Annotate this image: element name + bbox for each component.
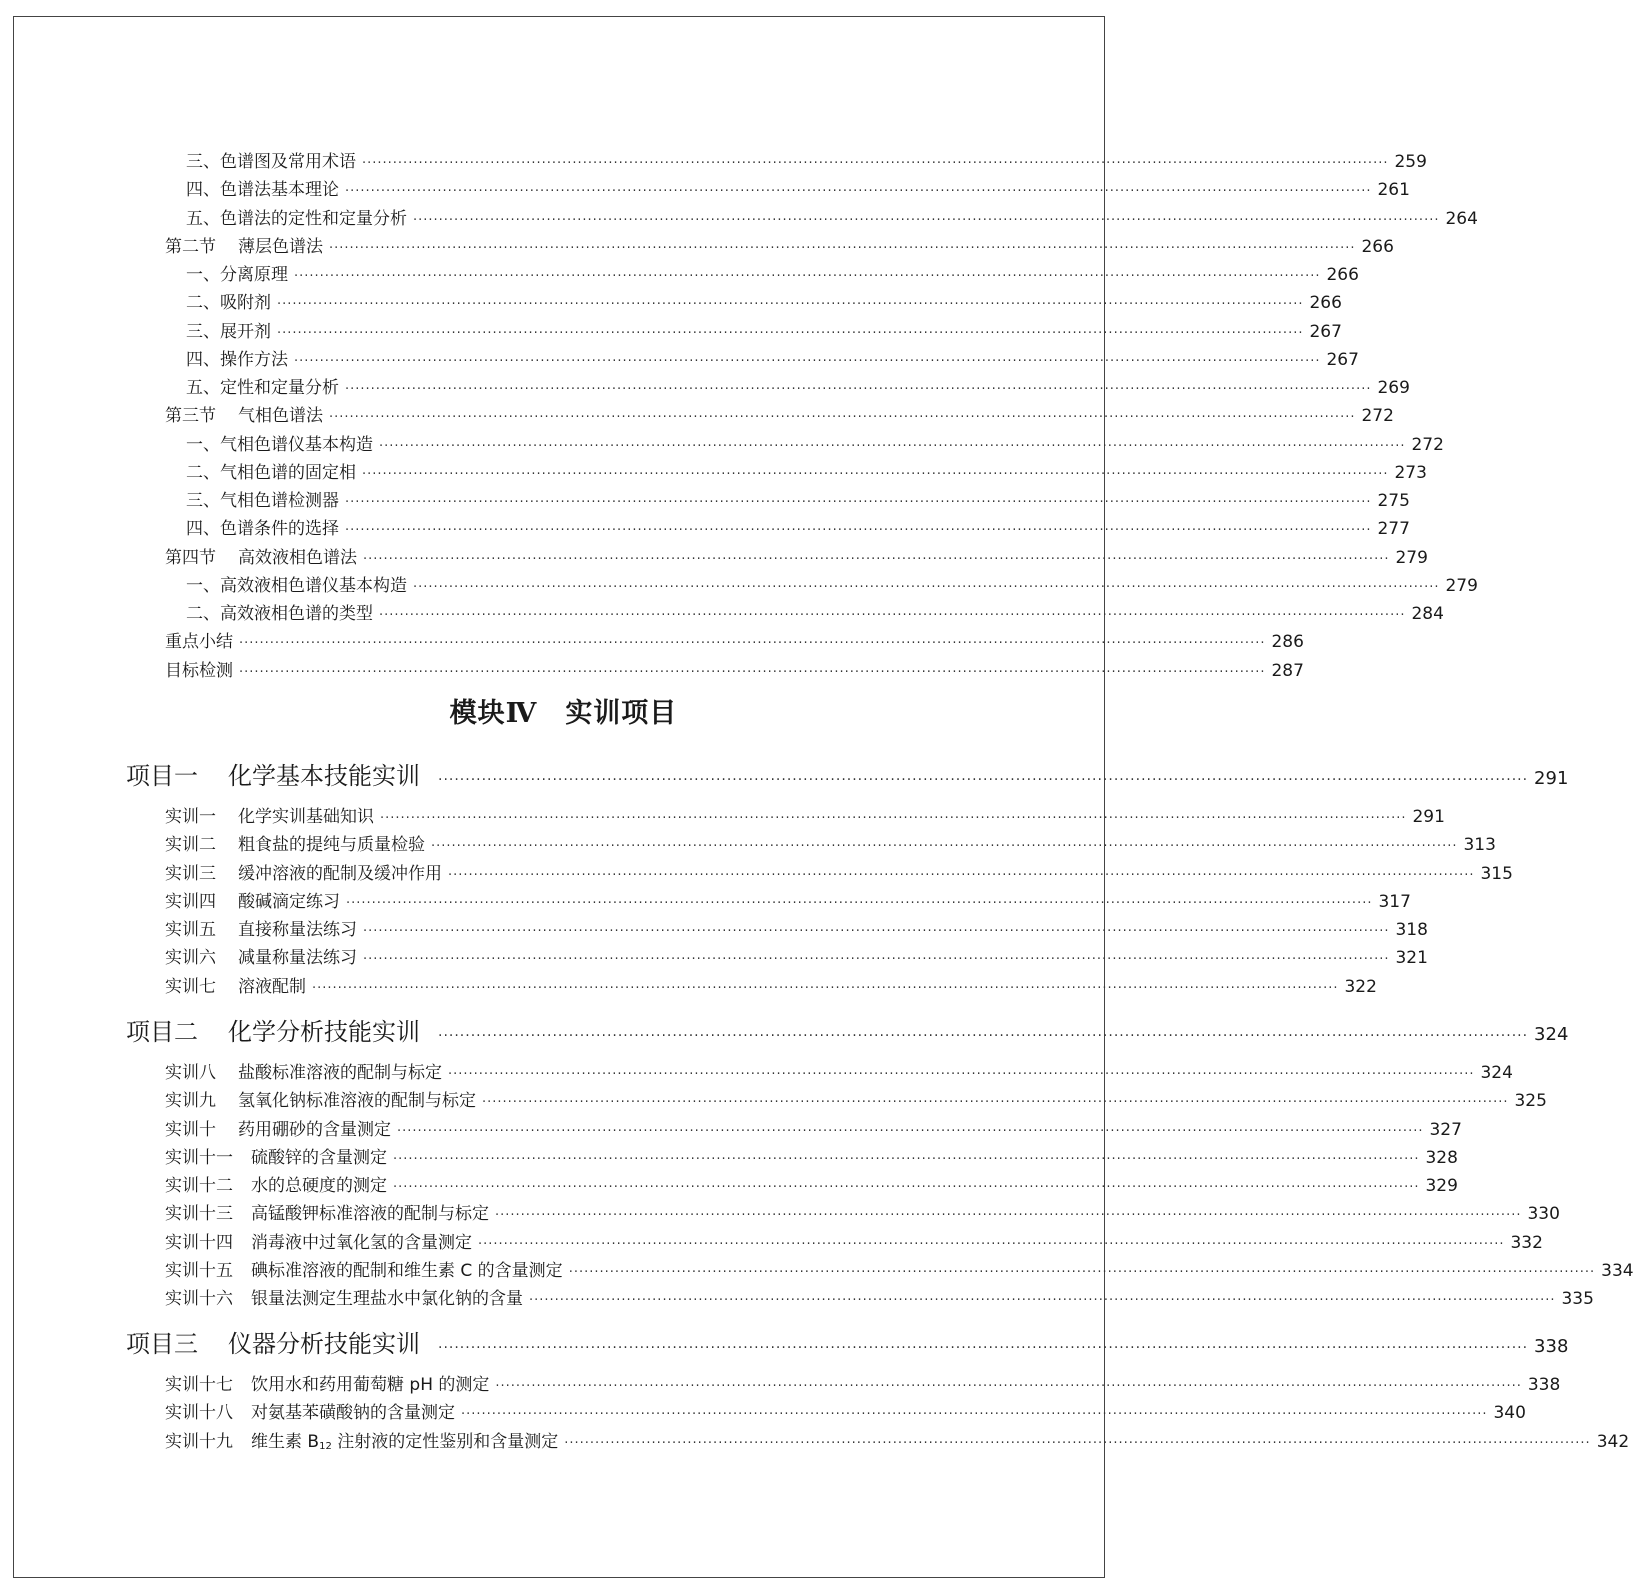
dot-leader: ········································································································································································································ [397,1123,1424,1139]
dot-leader: ········································································································································································································ [345,382,1372,397]
toc-entry-page: 275 [1377,491,1410,511]
toc-entry[interactable] [186,176,1410,204]
dot-leader: ········································································································································································································ [461,1407,1488,1423]
toc-entry[interactable] [165,1371,1561,1399]
toc-entry-prefix: 实训十 [165,1119,216,1140]
toc-entry-label [165,888,340,916]
toc-entry-prefix: 实训九 [165,1091,216,1112]
toc-entry-prefix: 三、 [186,491,220,511]
toc-entry-title: 色谱法的定性和定量分析 [220,208,407,229]
toc-entry-page: 259 [1394,152,1427,172]
toc-entry[interactable] [165,402,1394,430]
dot-leader: ········································································································································································································ [345,184,1372,200]
toc-entry-label [186,261,288,289]
dot-leader: ········································································································································································································ [345,495,1372,510]
toc-entry-label [186,487,339,515]
dot-leader: ········································································································································································································ [438,1340,1529,1356]
toc-entry[interactable] [186,205,1478,233]
toc-entry-prefix: 实训十四 [165,1232,233,1253]
toc-entry[interactable] [186,487,1410,515]
toc-entry-page: 279 [1395,547,1428,568]
toc-entry-page: 322 [1344,976,1377,997]
toc-entry-page: 324 [1480,1063,1513,1083]
toc-entry-label [165,657,233,685]
toc-entry-label [186,459,356,487]
toc-entry-title: 溶液配制 [238,976,306,997]
toc-entry-prefix: 实训十二 [165,1176,233,1196]
dot-leader: ········································································································································································································ [495,1379,1522,1394]
module-title [0,691,1127,730]
toc-entry-page: 332 [1510,1232,1543,1253]
toc-entry-title: 粗食盐的提纯与质量检验 [238,835,425,856]
dot-leader: ········································································································································································································ [568,1264,1596,1280]
toc-entry-label [165,544,357,572]
toc-entry-prefix: 一、 [186,265,220,285]
toc-entry-label [165,1399,455,1427]
toc-entry[interactable] [165,1144,1458,1172]
toc-entry-prefix: 一、 [186,434,220,455]
toc-entry-page: 321 [1395,948,1428,969]
toc-entry-page: 317 [1378,891,1411,912]
toc-entry[interactable] [165,1200,1560,1228]
toc-entry-title: 吸附剂 [220,293,271,314]
toc-entry-prefix: 实训三 [165,863,216,884]
dot-leader: ········································································································································································································ [362,156,1389,171]
toc-entry-label [165,1144,387,1172]
toc-entry-label [186,600,373,628]
toc-entry-prefix: 五、 [186,208,220,229]
dot-leader: ········································································································································································································ [277,297,1304,313]
toc-project-entry[interactable] [126,1014,1569,1050]
toc-entry-title: 薄层色谱法 [238,236,323,257]
toc-entry-title: 水的总硬度的测定 [251,1176,387,1196]
toc-entry-page: 266 [1326,265,1359,285]
toc-entry-title: 仪器分析技能实训 [228,1330,420,1358]
toc-entry[interactable] [165,544,1428,572]
toc-entry-page: 291 [1412,807,1445,827]
dot-leader: ········································································································································································································ [393,1180,1420,1195]
toc-entry-page: 287 [1271,660,1304,681]
toc-entry[interactable] [165,860,1513,888]
toc-entry-page: 273 [1394,462,1427,483]
toc-entry-label [165,1059,442,1087]
toc-entry-prefix: 项目二 [126,1018,198,1046]
toc-entry[interactable] [186,515,1410,543]
toc-entry-page: 286 [1271,632,1304,653]
toc-entry-title: 碘标准溶液的配制和维生素 C 的含量测定 [251,1260,563,1281]
toc-entry-prefix: 第三节 [165,406,216,427]
toc-entry-label [165,860,442,888]
toc-entry[interactable] [165,1059,1513,1087]
toc-entry[interactable] [186,600,1444,628]
toc-entry-title: 高效液相色谱的类型 [220,604,373,624]
toc-entry-page: 266 [1361,236,1394,257]
toc-entry[interactable] [165,1257,1634,1285]
toc-entry-prefix: 实训四 [165,891,216,912]
toc-entry-prefix: 实训十三 [165,1204,233,1225]
dot-leader: ········································································································································································································ [478,1236,1505,1252]
toc-entry[interactable] [165,1116,1462,1144]
toc-entry-prefix: 五、 [186,378,220,398]
toc-entry-prefix: 三、 [186,321,220,342]
toc-entry-page: 266 [1309,293,1342,314]
dot-leader: ········································································································································································································ [438,772,1529,788]
toc-entry-label [126,1326,420,1362]
toc-entry-prefix: 实训十七 [165,1375,233,1395]
toc-entry-title: 减量称量法练习 [238,948,357,969]
toc-entry-title: 气相色谱检测器 [220,491,339,511]
toc-entry[interactable] [165,1172,1458,1200]
dot-leader: ········································································································································································································ [438,1028,1529,1044]
toc-entry[interactable] [165,1285,1594,1313]
toc-entry-page: 327 [1429,1119,1462,1140]
dot-leader: ········································································································································································································ [529,1293,1556,1308]
dot-leader: ········································································································································································································ [345,523,1372,539]
toc-entry-subscript: 12 [319,1440,332,1452]
toc-entry-label [165,916,357,944]
toc-entry[interactable] [165,657,1304,685]
dot-leader: ········································································································································································································ [362,466,1389,482]
toc-entry-label [186,289,271,317]
toc-entry-prefix: 第四节 [165,547,216,568]
toc-entry-prefix: 二、 [186,604,220,624]
toc-entry-label [165,1087,476,1115]
toc-entry-title: 分离原理 [220,265,288,285]
toc-entry[interactable] [165,973,1377,1001]
dot-leader: ········································································································································································································ [239,636,1266,652]
toc-entry-page: 264 [1445,208,1478,229]
toc-entry-page: 340 [1493,1403,1526,1424]
toc-entry-page: 329 [1425,1176,1458,1196]
toc-entry-title: 色谱法基本理论 [220,180,339,201]
toc-entry-label [165,402,323,430]
toc-project-entry[interactable] [126,1326,1569,1362]
toc-entry-label [165,628,233,656]
toc-entry-prefix: 实训六 [165,948,216,969]
toc-entry-title: 操作方法 [220,349,288,370]
toc-entry-page: 315 [1480,863,1513,884]
toc-entry-page: 334 [1601,1260,1634,1281]
dot-leader: ········································································································································································································ [482,1095,1509,1111]
dot-leader: ········································································································································································································ [363,924,1390,939]
toc-entry-prefix: 四、 [186,180,220,201]
toc-entry-page: 342 [1596,1431,1630,1452]
toc-entry-label [186,148,356,176]
toc-entry-label [165,1371,489,1399]
toc-entry-prefix: 实训十六 [165,1289,233,1309]
toc-entry-page: 272 [1411,434,1444,455]
toc-entry[interactable] [165,1229,1543,1257]
toc-entry-page: 325 [1514,1091,1547,1112]
toc-entry-title: 气相色谱的固定相 [220,462,356,483]
toc-entry-label [186,318,271,346]
toc-entry-prefix: 一、 [186,575,220,596]
toc-entry-title: 维生素 B [251,1431,320,1452]
toc-entry-title: 化学基本技能实训 [228,762,420,790]
dot-leader: ········································································································································································································ [329,240,1356,256]
toc-entry-prefix: 实训十一 [165,1147,233,1168]
toc-entry-page: 338 [1527,1375,1561,1395]
toc-entry[interactable] [165,831,1496,859]
toc-entry-label [165,831,425,859]
toc-entry-page: 261 [1377,180,1410,201]
toc-entry-prefix: 项目一 [126,762,198,790]
toc-entry[interactable] [165,916,1428,944]
toc-entry[interactable] [165,233,1394,261]
toc-entry-label [186,346,288,374]
toc-entry-label [165,973,306,1001]
dot-leader: ········································································································································································································ [312,980,1339,996]
dot-leader: ········································································································································································································ [294,353,1321,369]
dot-leader: ········································································································································································································ [379,438,1406,454]
dot-leader: ········································································································································································································ [393,1151,1420,1167]
toc-entry-title: 氢氧化钠标准溶液的配制与标定 [238,1091,476,1112]
dot-leader: ········································································································································································································ [431,839,1458,855]
toc-entry-title: 色谱条件的选择 [220,519,339,540]
toc-entry-label [186,176,339,204]
toc-entry-label [165,1229,472,1257]
toc-entry-title: 目标检测 [165,660,233,681]
toc-entry-title: 酸碱滴定练习 [238,891,340,912]
dot-leader: ········································································································································································································ [329,410,1356,426]
dot-leader: ········································································································································································································ [346,895,1373,911]
toc-entry-prefix: 四、 [186,519,220,540]
toc-entry[interactable] [186,318,1342,346]
toc-entry[interactable] [186,148,1427,176]
dot-leader: ········································································································································································································ [294,269,1321,284]
toc-entry-title: 重点小结 [165,632,233,653]
toc-entry-label [186,572,407,600]
toc-entry[interactable] [165,1399,1526,1427]
toc-entry-label [165,1172,387,1200]
toc-entry[interactable] [165,803,1445,831]
dot-leader: ········································································································································································································ [413,579,1440,595]
toc-entry-page: 284 [1411,604,1444,624]
toc-entry-title: 饮用水和药用葡萄糖 pH 的测定 [251,1375,490,1395]
dot-leader: ········································································································································································································ [363,551,1390,567]
toc-entry-label [126,1014,420,1050]
toc-entry-title: 化学实训基础知识 [238,807,374,827]
toc-entry[interactable] [165,628,1304,656]
toc-entry-title: 直接称量法练习 [238,920,357,940]
dot-leader: ········································································································································································································ [239,664,1266,680]
toc-entry-page: 291 [1534,768,1569,789]
toc-entry-title: 硫酸锌的含量测定 [251,1147,387,1168]
toc-entry-label [165,1200,489,1228]
dot-leader: ········································································································································································································ [379,608,1406,623]
toc-entry-prefix: 实训五 [165,920,216,940]
toc-entry-prefix: 实训八 [165,1063,216,1083]
toc-entry[interactable] [165,1428,1630,1456]
toc-entry-page: 279 [1445,575,1478,596]
toc-entry-title: 对氨基苯磺酸钠的含量测定 [251,1403,455,1424]
toc-entry-label [126,758,420,794]
toc-entry[interactable] [186,459,1427,487]
toc-entry[interactable] [186,261,1359,289]
dot-leader: ········································································································································································································ [413,212,1440,228]
toc-entry[interactable] [186,431,1444,459]
toc-entry-label [165,1116,391,1144]
toc-entry-page: 277 [1377,519,1410,540]
toc-entry-prefix: 项目三 [126,1330,198,1358]
dot-leader: ········································································································································································································ [380,811,1407,826]
dot-leader: ········································································································································································································ [564,1435,1591,1451]
toc-entry-page: 328 [1425,1147,1458,1168]
toc-entry-prefix: 实训七 [165,976,216,997]
toc-entry[interactable] [165,888,1411,916]
toc-entry-prefix: 实训二 [165,835,216,856]
toc-entry-label [165,1428,558,1456]
toc-entry-title: 化学分析技能实训 [228,1018,420,1046]
toc-entry-page: 272 [1361,406,1394,427]
toc-entry-page: 267 [1326,349,1359,370]
toc-entry-label [186,515,339,543]
toc-entry[interactable] [165,944,1428,972]
toc-entry-page: 318 [1395,920,1428,940]
toc-project-entry[interactable] [126,758,1569,794]
toc-entry-title: 定性和定量分析 [220,378,339,398]
toc-entry-page: 338 [1534,1336,1569,1357]
toc-entry-prefix: 二、 [186,293,220,314]
toc-entry-page: 313 [1463,835,1496,856]
toc-entry-label [165,1285,523,1313]
toc-entry-title: 高效液相色谱法 [238,547,357,568]
toc-entry-page: 324 [1534,1024,1569,1045]
toc-entry-prefix: 实训十九 [165,1431,233,1452]
toc-entry[interactable] [186,572,1478,600]
toc-entry-page: 335 [1561,1289,1594,1309]
toc-entry-title: 缓冲溶液的配制及缓冲作用 [238,863,442,884]
toc-entry-prefix: 三、 [186,152,220,172]
toc-entry-prefix: 实训一 [165,807,216,827]
dot-leader: ········································································································································································································ [495,1208,1522,1224]
toc-entry-prefix: 实训十八 [165,1403,233,1424]
toc-entry-label [165,1257,563,1285]
toc-entry-prefix: 第二节 [165,236,216,257]
toc-entry-title: 色谱图及常用术语 [220,152,356,172]
dot-leader: ········································································································································································································ [363,952,1390,968]
toc-entry-title: 展开剂 [220,321,271,342]
module-number: 模块Ⅳ [449,698,538,729]
toc-entry-label [165,944,357,972]
toc-entry-label [186,374,339,402]
toc-entry-page: 267 [1309,321,1342,342]
toc-entry-label [165,233,323,261]
dot-leader: ········································································································································································································ [448,867,1475,883]
toc-entry-title: 消毒液中过氧化氢的含量测定 [251,1232,472,1253]
toc-entry-title: 高效液相色谱仪基本构造 [220,575,407,596]
toc-entry-title: 气相色谱法 [238,406,323,427]
toc-entry[interactable] [186,289,1342,317]
toc-entry-title: 盐酸标准溶液的配制与标定 [238,1063,442,1083]
toc-entry-title: 高锰酸钾标准溶液的配制与标定 [251,1204,489,1225]
toc-entry-label [186,431,373,459]
toc-entry-page: 330 [1527,1204,1560,1225]
toc-entry[interactable] [165,1087,1547,1115]
toc-entry-label [186,205,407,233]
dot-leader: ········································································································································································································ [277,325,1304,341]
toc-entry-page: 269 [1377,378,1410,398]
toc-entry-title-rest: 注射液的定性鉴别和含量测定 [331,1431,559,1452]
dot-leader: ········································································································································································································ [448,1067,1475,1082]
toc-entry-prefix: 四、 [186,349,220,370]
toc-entry-title: 气相色谱仪基本构造 [220,434,373,455]
module-subtitle: 实训项目 [565,698,678,729]
toc-entry-title: 银量法测定生理盐水中氯化钠的含量 [251,1289,523,1309]
toc-entry[interactable] [186,374,1410,402]
toc-entry-prefix: 实训十五 [165,1260,233,1281]
toc-entry-title: 药用硼砂的含量测定 [238,1119,391,1140]
toc-entry[interactable] [186,346,1359,374]
toc-entry-prefix: 二、 [186,462,220,483]
toc-entry-label [165,803,374,831]
